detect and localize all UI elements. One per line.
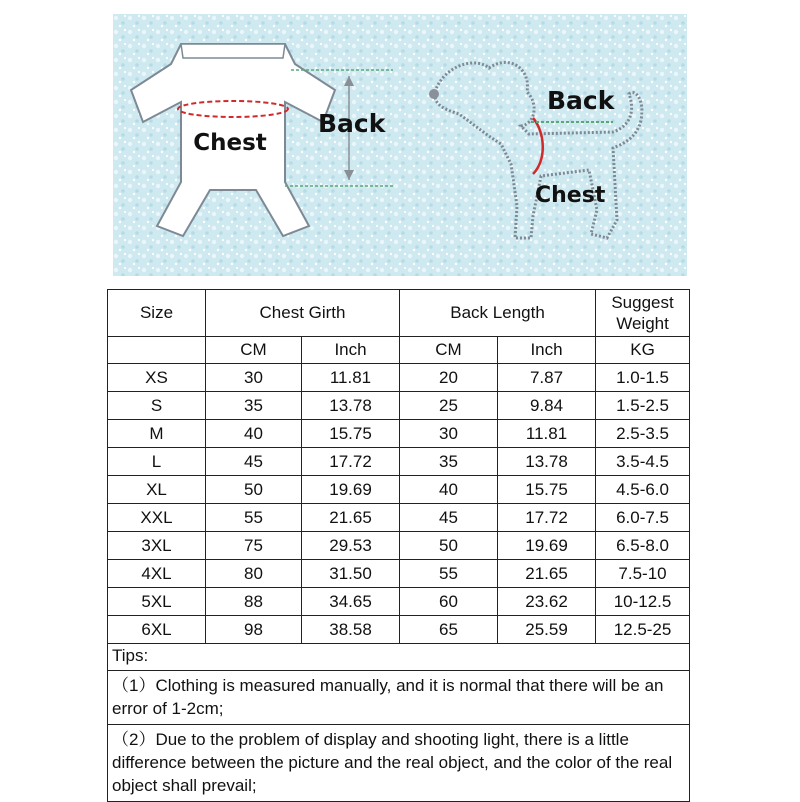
cell-size: L: [108, 448, 206, 476]
table-row: [108, 364, 690, 392]
cell-chest-inch: 15.75: [302, 420, 400, 448]
cell-back-cm: 35: [400, 448, 498, 476]
cell-back-cm: 20: [400, 364, 498, 392]
cell-chest-cm: 45: [206, 448, 302, 476]
header-row: [108, 290, 690, 337]
cell-back-cm: 65: [400, 616, 498, 644]
cell-back-cm: 45: [400, 504, 498, 532]
header-size: Size: [108, 290, 206, 337]
cell-size: XL: [108, 476, 206, 504]
cell-back-inch: 9.84: [498, 392, 596, 420]
cell-size: XS: [108, 364, 206, 392]
cell-size: XXL: [108, 504, 206, 532]
tips-row: [108, 644, 690, 802]
table-row: [108, 448, 690, 476]
cell-chest-cm: 40: [206, 420, 302, 448]
header-chest-girth: Chest Girth: [206, 290, 400, 337]
cell-chest-cm: 80: [206, 560, 302, 588]
unit-chest-inch: Inch: [302, 337, 400, 364]
cell-back-inch: 17.72: [498, 504, 596, 532]
cell-back-inch: 7.87: [498, 364, 596, 392]
left-chest-label: Chest: [193, 130, 267, 156]
cell-weight: 6.5-8.0: [596, 532, 690, 560]
cell-weight: 4.5-6.0: [596, 476, 690, 504]
table-row: [108, 532, 690, 560]
size-guide-diagram: [113, 14, 687, 276]
right-back-label: Back: [547, 86, 615, 115]
cell-back-cm: 30: [400, 420, 498, 448]
left-back-label: Back: [318, 109, 386, 138]
tip-1: （1）Clothing is measured manually, and it is normal that there will be an error of 1-2cm;: [108, 670, 689, 724]
right-chest-label: Chest: [535, 183, 606, 208]
tip-2: （2）Due to the problem of display and shooting light, there is a little difference between the picture and the real object, and the color of the real object shall prevail;: [108, 724, 689, 801]
cell-size: 5XL: [108, 588, 206, 616]
cell-chest-cm: 75: [206, 532, 302, 560]
cell-chest-inch: 29.53: [302, 532, 400, 560]
cell-size: 3XL: [108, 532, 206, 560]
unit-back-inch: Inch: [498, 337, 596, 364]
table-row: [108, 476, 690, 504]
cell-back-inch: 15.75: [498, 476, 596, 504]
table-row: [108, 616, 690, 644]
cell-back-inch: 21.65: [498, 560, 596, 588]
cell-weight: 3.5-4.5: [596, 448, 690, 476]
cell-chest-inch: 21.65: [302, 504, 400, 532]
unit-back-cm: CM: [400, 337, 498, 364]
cell-back-inch: 11.81: [498, 420, 596, 448]
cell-back-cm: 50: [400, 532, 498, 560]
cell-chest-inch: 17.72: [302, 448, 400, 476]
cell-weight: 1.5-2.5: [596, 392, 690, 420]
cell-chest-inch: 38.58: [302, 616, 400, 644]
cell-chest-inch: 19.69: [302, 476, 400, 504]
cell-chest-cm: 98: [206, 616, 302, 644]
unit-blank: [108, 337, 206, 364]
cell-back-cm: 60: [400, 588, 498, 616]
table-row: [108, 420, 690, 448]
cell-weight: 12.5-25: [596, 616, 690, 644]
table-row: [108, 560, 690, 588]
table-row: [108, 588, 690, 616]
cell-chest-cm: 50: [206, 476, 302, 504]
cell-back-inch: 13.78: [498, 448, 596, 476]
cell-chest-inch: 11.81: [302, 364, 400, 392]
cell-weight: 6.0-7.5: [596, 504, 690, 532]
unit-weight: KG: [596, 337, 690, 364]
cell-size: S: [108, 392, 206, 420]
header-suggest-weight: Suggest Weight: [596, 290, 690, 337]
cell-size: M: [108, 420, 206, 448]
header-back-length: Back Length: [400, 290, 596, 337]
cell-chest-inch: 31.50: [302, 560, 400, 588]
cell-back-cm: 55: [400, 560, 498, 588]
size-chart-table: [107, 289, 690, 802]
cell-weight: 1.0-1.5: [596, 364, 690, 392]
cell-back-cm: 40: [400, 476, 498, 504]
cell-back-cm: 25: [400, 392, 498, 420]
cell-chest-cm: 88: [206, 588, 302, 616]
tips-cell: [108, 644, 690, 802]
cell-chest-cm: 55: [206, 504, 302, 532]
unit-row: [108, 337, 690, 364]
cell-back-inch: 23.62: [498, 588, 596, 616]
cell-weight: 7.5-10: [596, 560, 690, 588]
cell-back-inch: 19.69: [498, 532, 596, 560]
unit-chest-cm: CM: [206, 337, 302, 364]
cell-chest-inch: 34.65: [302, 588, 400, 616]
tips-title: Tips:: [112, 646, 149, 665]
table-row: [108, 392, 690, 420]
table-row: [108, 504, 690, 532]
cell-chest-cm: 30: [206, 364, 302, 392]
cell-weight: 2.5-3.5: [596, 420, 690, 448]
cell-back-inch: 25.59: [498, 616, 596, 644]
cell-chest-cm: 35: [206, 392, 302, 420]
cell-weight: 10-12.5: [596, 588, 690, 616]
cell-chest-inch: 13.78: [302, 392, 400, 420]
cell-size: 6XL: [108, 616, 206, 644]
cell-size: 4XL: [108, 560, 206, 588]
